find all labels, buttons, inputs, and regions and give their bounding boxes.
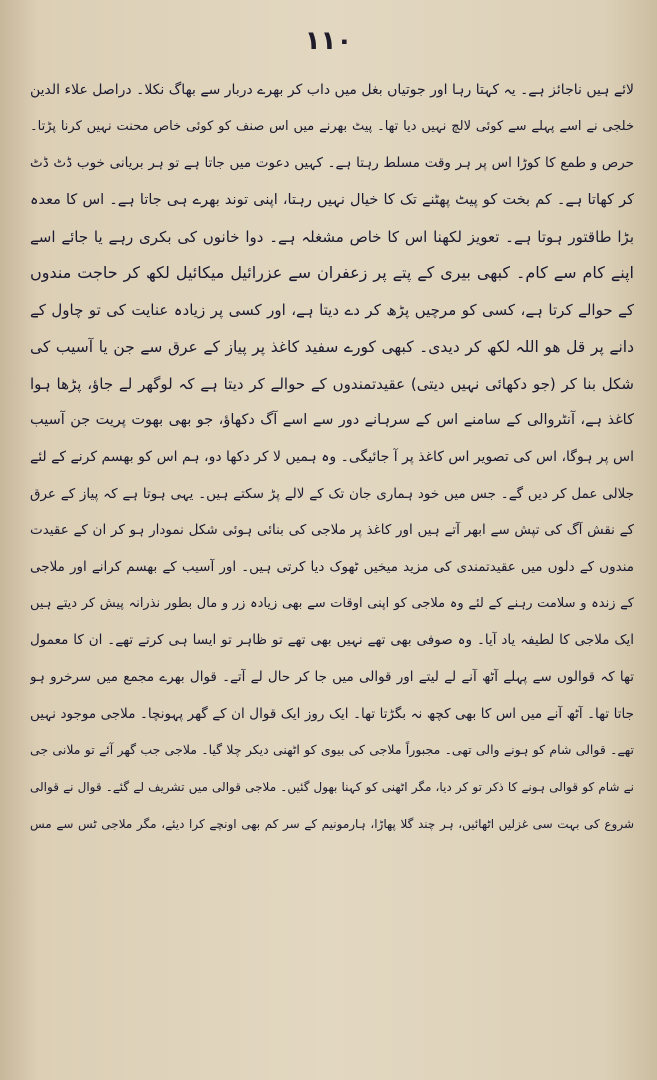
text-line: جلالی عمل کر دیں گے۔ جس میں خود ہماری جان تک کے لالے پڑ سکتے ہیں۔ یہی ہوتا ہے کہ پیاز کے عرق [30,485,634,502]
text-line: نے شام کو قوالی ہونے کا ذکر تو کر دیا، مگر اٹھنی کو کہنا بھول گئیں۔ ملاجی قوالی میں تشریف لے گئے۔ قوال نے قوالی [30,780,634,795]
text-line: تھے۔ قوالی شام کو ہونے والی تھی۔ مجبوراً ملاجی کی بیوی کو اٹھنی دیکر چلا گیا۔ ملاجی جب گھر آئے تو ملانی جی [30,742,634,758]
text-line: جاتا تھا۔ آٹھ آنے میں اس کا بھی کچھ نہ بگڑتا تھا۔ ایک روز ایک قوال ان کے گھر پہونچا۔ ملاجی موجود نہیں [30,705,634,722]
text-line: کاغذ ہے، آنٹروالی کے سامنے اس کے سرہانے دور سے اسے آگ دکھاؤ، جو بھی بھوت پریت جن آسیب [30,412,634,429]
text-line: حرص و طمع کا کوڑا اس پر ہر وقت مسلط رہتا ہے۔ کہیں دعوت میں جاتا ہے تو ہر بریانی خوب ڈٹ ڈٹ [30,155,634,172]
text-line: کے نقش آگ کی تپش سے ابھر آتے ہیں اور کاغذ پر ملاجی کی بنائی ہوئی شکل نمودار ہو کر ان کے عقیدت [30,522,634,539]
text-line: اپنے کام سے کام۔ کبھی بیری کے پتے پر زعفران سے عزرائیل میکائیل لکھ کر حاجت مندوں [30,263,634,283]
body-text [30,72,634,842]
text-line: کر کھاتا ہے۔ کم بخت کو پیٹ پھٹنے تک کا خیال نہیں رہتا، اپنی توند بھرے ہی جاتا ہے۔ اس کا معدہ [30,192,634,209]
text-line: تھا کہ قوالوں سے پہلے آٹھ آنے لے لیتے اور قوالی میں جا کر حال لے آتے۔ قوال بھرے مجمع میں سرخرو ہو [30,669,634,685]
text-line: ایک ملاجی کا لطیفہ یاد آیا۔ وہ صوفی بھی تھے نہیں بھی تھے تو ظاہر تو ایسا ہی کرتے تھے۔ ان کا معمول [30,632,634,649]
text-line: مندوں کے دلوں میں عقیدتمندی کی مزید میخیں ٹھوک دیا کرتی ہیں۔ اور آسیب کے بھسم کرانے اور ملاجی [30,558,634,575]
text-line: لائے ہیں ناجائز ہے۔ یہ کہتا رہا اور جوتیاں بغل میں داب کر بھرے دربار سے بھاگ نکلا۔ دراصل علاء الدین [30,82,634,98]
text-line: خلجی نے اسے پہلے سے کوئی لالچ نہیں دیا تھا۔ پیٹ بھرنے میں اس صنف کو کوئی خاص محنت نہیں کرنا پڑتا۔ [30,118,634,134]
text-line: شکل بنا کر (جو دکھائی نہیں دیتی) عقیدتمندوں کے حوالے کر دیتا ہے کہ لوگھر لے جاؤ، پڑھا ہوا [30,374,634,393]
text-line: شروع کی بہت سی غزلیں اٹھائیں، ہر چند گلا پھاڑا، ہارمونیم کے سر کم بھی اونچے کرا دیئے، مگر ملاجی ٹس سے مس [30,816,634,831]
text-line: بڑا طاقتور ہوتا ہے۔ تعویز لکھنا اس کا خاص مشغلہ ہے۔ دوا خانوں کی بکری رہے یا جائے اسے [30,227,634,246]
text-line: کے حوالے کرتا ہے، کسی کو مرچیں پڑھ کر دے دیتا ہے، اور کسی پر زیادہ عنایت کی تو چاول کے [30,301,634,320]
page-number: ۱۱۰ [304,26,353,56]
text-line: اس پر ہوگا، اس کی تصویر اس کاغذ پر آ جائیگی۔ وہ ہمیں لا کر دکھا دو، ہم اس کو بھسم کرنے کے لئے [30,448,634,465]
text-line: کے زندہ و سلامت رہنے کے لئے وہ ملاجی کو اپنی اوقات سے بھی زیادہ زر و مال بطور نذرانہ پیش کر دیتے ہیں [30,595,634,611]
text-line: دانے پر قل ھو اللہ لکھ کر دیدی۔ کبھی کورے سفید کاغذ پر پیاز کے عرق سے جن یا آسیب کی [30,337,634,356]
